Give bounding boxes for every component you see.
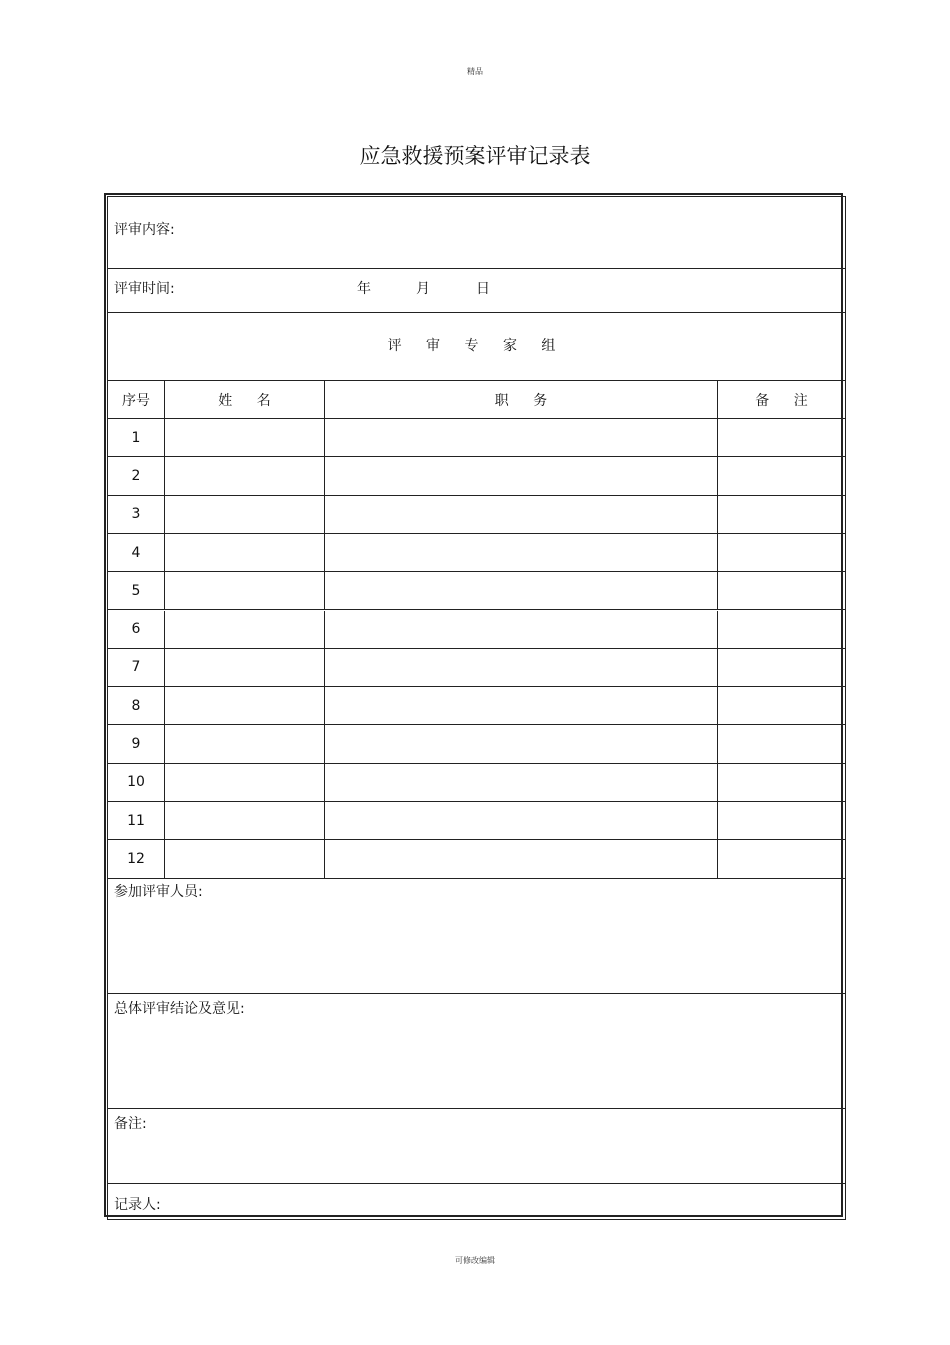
row-seq: 11 <box>108 802 165 839</box>
row-seq: 1 <box>108 419 165 456</box>
review-content-label: 评审内容: <box>114 222 175 238</box>
row-name-cell[interactable] <box>165 649 325 686</box>
row-seq: 8 <box>108 687 165 724</box>
row-position-cell[interactable] <box>325 572 718 609</box>
table-row <box>108 764 845 802</box>
row-remark-cell[interactable] <box>718 764 845 801</box>
row-remark-cell[interactable] <box>718 802 845 839</box>
row-position-cell[interactable] <box>325 611 718 648</box>
row-name-cell[interactable] <box>165 572 325 609</box>
table-header-row <box>108 381 845 419</box>
conclusion-row[interactable] <box>108 994 845 1109</box>
expert-group-row <box>108 313 845 381</box>
row-seq: 7 <box>108 649 165 686</box>
row-name-cell[interactable] <box>165 802 325 839</box>
row-remark-cell[interactable] <box>718 725 845 762</box>
row-position-cell[interactable] <box>325 496 718 533</box>
header-watermark: 精品 <box>467 67 483 76</box>
row-position-cell[interactable] <box>325 802 718 839</box>
column-header-name: 姓 名 <box>165 381 325 418</box>
row-remark-cell[interactable] <box>718 687 845 724</box>
row-position-cell[interactable] <box>325 687 718 724</box>
row-remark-cell[interactable] <box>718 534 845 571</box>
row-name-cell[interactable] <box>165 496 325 533</box>
row-position-cell[interactable] <box>325 764 718 801</box>
row-position-cell[interactable] <box>325 457 718 494</box>
row-position-cell[interactable] <box>325 725 718 762</box>
table-row <box>108 725 845 763</box>
column-header-seq: 序号 <box>108 381 165 418</box>
row-name-cell[interactable] <box>165 457 325 494</box>
participants-label: 参加评审人员: <box>114 884 203 900</box>
row-position-cell[interactable] <box>325 840 718 878</box>
row-seq: 5 <box>108 572 165 609</box>
table-row <box>108 611 845 649</box>
row-remark-cell[interactable] <box>718 496 845 533</box>
row-remark-cell[interactable] <box>718 457 845 494</box>
review-record-form <box>107 196 846 1220</box>
date-month-label: 月 <box>416 281 430 297</box>
row-seq: 3 <box>108 496 165 533</box>
row-name-cell[interactable] <box>165 534 325 571</box>
table-row <box>108 649 845 687</box>
row-seq: 10 <box>108 764 165 801</box>
document-title: 应急救援预案评审记录表 <box>359 144 591 168</box>
row-remark-cell[interactable] <box>718 419 845 456</box>
review-time-row[interactable] <box>108 269 845 313</box>
row-remark-cell[interactable] <box>718 840 845 878</box>
table-row <box>108 687 845 725</box>
row-name-cell[interactable] <box>165 725 325 762</box>
footer-watermark: 可修改编辑 <box>455 1256 495 1265</box>
row-position-cell[interactable] <box>325 649 718 686</box>
date-year-label: 年 <box>357 281 371 297</box>
expert-group-heading: 评 审 专 家 组 <box>387 338 566 354</box>
table-row <box>108 534 845 572</box>
row-seq: 9 <box>108 725 165 762</box>
row-seq: 2 <box>108 457 165 494</box>
table-row <box>108 802 845 840</box>
table-row <box>108 496 845 534</box>
table-row <box>108 840 845 879</box>
column-header-remark: 备 注 <box>755 392 818 409</box>
row-name-cell[interactable] <box>165 840 325 878</box>
conclusion-label: 总体评审结论及意见: <box>114 1001 245 1017</box>
row-seq: 6 <box>108 611 165 648</box>
table-row <box>108 419 845 457</box>
row-position-cell[interactable] <box>325 534 718 571</box>
recorder-row[interactable] <box>108 1184 845 1219</box>
row-name-cell[interactable] <box>165 419 325 456</box>
participants-row[interactable] <box>108 879 845 994</box>
date-day-label: 日 <box>476 281 490 297</box>
row-remark-cell[interactable] <box>718 649 845 686</box>
remarks-label: 备注: <box>114 1116 147 1132</box>
table-row <box>108 572 845 610</box>
row-remark-cell[interactable] <box>718 611 845 648</box>
row-seq: 12 <box>108 840 165 878</box>
column-header-position: 职 务 <box>325 381 718 418</box>
remarks-row[interactable] <box>108 1109 845 1184</box>
recorder-label: 记录人: <box>114 1197 161 1213</box>
review-content-row[interactable] <box>108 197 845 269</box>
row-position-cell[interactable] <box>325 419 718 456</box>
table-row <box>108 457 845 495</box>
row-name-cell[interactable] <box>165 687 325 724</box>
row-name-cell[interactable] <box>165 611 325 648</box>
row-name-cell[interactable] <box>165 764 325 801</box>
row-seq: 4 <box>108 534 165 571</box>
row-remark-cell[interactable] <box>718 572 845 609</box>
review-time-label: 评审时间: <box>114 281 175 297</box>
